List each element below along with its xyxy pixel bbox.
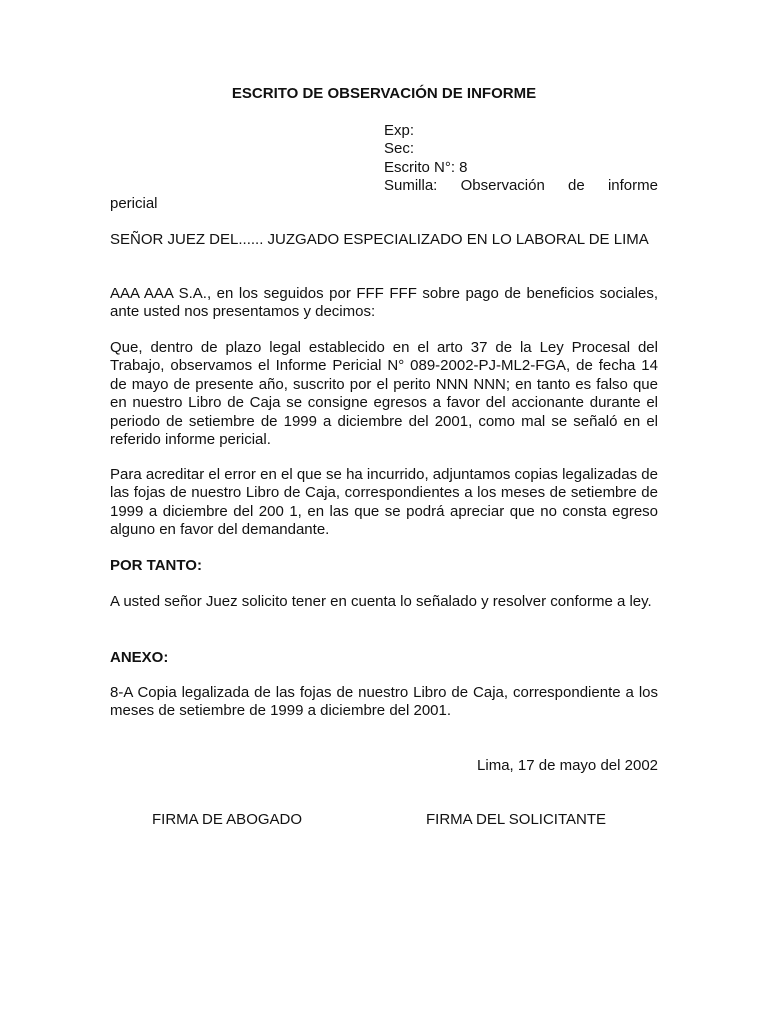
sumilla-word: de <box>568 177 585 195</box>
document-title: ESCRITO DE OBSERVACIÓN DE INFORME <box>231 85 537 102</box>
addressee: SEÑOR JUEZ DEL...... JUZGADO ESPECIALIZADO EN LO LABORAL DE LIMA <box>110 231 649 248</box>
por-tanto-heading: POR TANTO: <box>110 557 202 574</box>
anexo-paragraph: 8-A Copia legalizada de las fojas de nuestro Libro de Caja, correspondiente a los meses de setiembre de 1999 a diciembre del 2001. <box>110 684 658 720</box>
sec-line: Sec: <box>384 140 415 158</box>
date-line: Lima, 17 de mayo del 2002 <box>477 757 658 774</box>
sumilla-line <box>384 177 658 195</box>
escrito-line: Escrito N°: 8 <box>384 158 468 176</box>
body-paragraph-1: Que, dentro de plazo legal establecido en el arto 37 de la Ley Procesal del Trabajo, observamos el Informe Pericial N° 089-2002-PJ-ML2-FGA, de fecha 14 de mayo de presente año, suscrito por el perito NNN NNN; en tanto es falso que en nuestro Libro de Caja se consigne egresos a favor del accionante durante el periodo de setiembre de 1999 a diciembre del 2001, como mal se señaló en el referido informe pericial. <box>110 339 658 449</box>
sumilla-label: Sumilla: <box>384 177 438 195</box>
anexo-heading: ANEXO: <box>110 649 169 666</box>
body-paragraph-2: Para acreditar el error en el que se ha incurrido, adjuntamos copias legalizadas de las fojas de nuestro Libro de Caja, correspondientes a los meses de setiembre de 1999 a diciembre del 200 1, en las que se podrá apreciar que no consta egreso alguno en favor del demandante. <box>110 466 658 539</box>
sumilla-word: Observación <box>460 177 545 195</box>
exp-line: Exp: <box>384 122 415 139</box>
signature-abogado: FIRMA DE ABOGADO <box>152 811 303 828</box>
case-header <box>384 122 658 196</box>
document-page <box>110 0 658 1024</box>
sumilla-continuation: pericial <box>110 195 158 212</box>
por-tanto-paragraph: A usted señor Juez solicito tener en cuenta lo señalado y resolver conforme a ley. <box>110 593 652 610</box>
signature-solicitante: FIRMA DEL SOLICITANTE <box>426 811 607 828</box>
intro-paragraph: AAA AAA S.A., en los seguidos por FFF FFF sobre pago de beneficios sociales, ante usted nos presentamos y decimos: <box>110 285 658 321</box>
sumilla-word: informe <box>607 177 658 195</box>
